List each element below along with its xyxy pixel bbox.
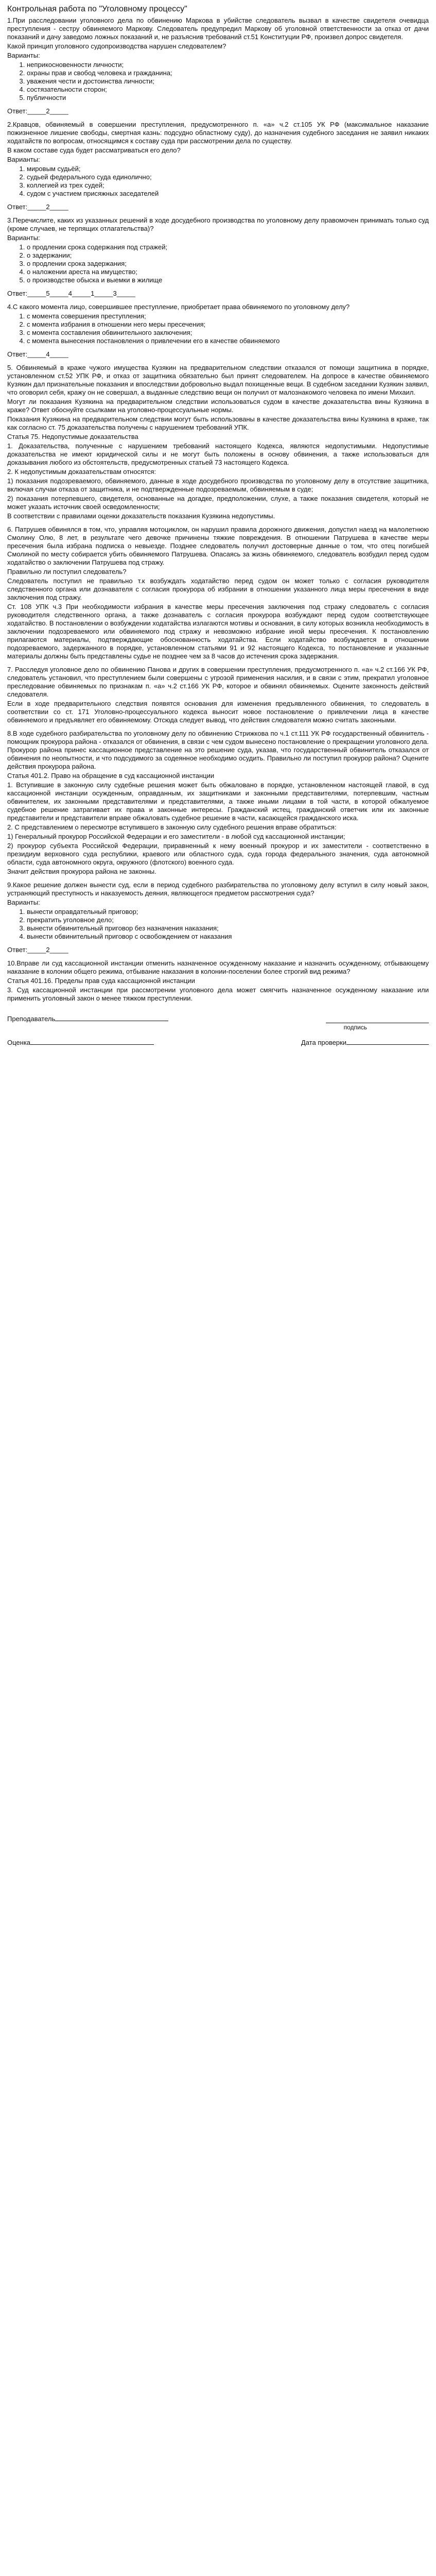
paragraph: Варианты: [7,156,40,163]
option-item: 2. прекратить уголовное дело; [27,916,429,924]
paragraph: 5. Обвиняемый в краже чужого имущества Кузякин на предварительном следствии отказался от помощи защитника в порядке, установленном ст.52 УПК РФ, и отказ от защитника обязательно был принят следователем. На допросе в качестве обвиняемого Кузякин дал признательные показания и впоследствии добровольно выдал похищенные вещи. В судебном заседании Кузякин заявил, что оговорил себя, кражу он не совершал, а выданные следствию вещи он получил от малознакомого человека по имени Михаил. [7,364,429,396]
paragraph: 8.В ходе судебного разбирательства по уголовному делу по обвинению Стрижкова по ч.1 ст.111 УК РФ государственный обвинитель - помощник прокурора района - отказался от обвинения, в связи с чем судом вынесено постановление о прекращении уголовного дела. Прокурор района принес кассационное представление на это решение суда, указав, что государственный обвинитель отказался от обвинения по неопытности, и что подсудимого за содеянное необходимо осудить. Правильно ли поступил прокурор района? Оцените действия прокурора района. [7,730,429,770]
paragraph: Следователь поступил не правильно т.к возбуждать ходатайство перед судом он может только с согласия руководителя следственного органа или дознавателя с согласия прокурора об избрании в отношении указанного лица меры пресечения в виде заключения под стражу. [7,577,429,601]
answer-line: Ответ:_____2_____ [7,946,68,954]
paragraph: Ст. 108 УПК ч.3 При необходимости избрания в качестве меры пресечения заключения под стражу следователь с согласия руководителя следственного органа, а также дознаватель с согласия прокурора возбуждают перед судом соответствующее ходатайство. В постановлении о возбуждении ходатайства излагаются мотивы и основания, в силу которых возникла необходимость в заключении подозреваемого или обвиняемого под стражу и невозможно избрание иной меры пресечения. К постановлению прилагаются материалы, подтверждающие обоснованность ходатайства. Если ходатайство возбуждается в отношении подозреваемого, задержанного в порядке, установленном статьями 91 и 92 настоящего Кодекса, то постановление и указанные материалы должны быть представлены судье не позднее чем за 8 часов до истечения срока задержания. [7,603,429,660]
paragraph: Варианты: [7,899,40,906]
paragraph: Правильно ли поступил следователь? [7,568,127,575]
questions-list [7,16,429,1003]
question-block [7,666,429,724]
option-item: 1. неприкосновенности личности; [27,61,429,69]
option-item: 2. с момента избрания в отношении него меры пресечения; [27,320,429,329]
signature-label: подпись [343,1024,367,1031]
question-block [7,730,429,876]
option-item: 5. публичности [27,94,429,102]
paragraph: Статья 75. Недопустимые доказательства [7,433,138,440]
options-list [7,312,429,345]
option-item: 2. охраны прав и свобод человека и гражданина; [27,69,429,77]
teacher-signature-row [7,1015,429,1023]
grade-label: Оценка [7,1039,31,1046]
option-item: 1. с момента совершения преступления; [27,312,429,320]
question-block [7,526,429,660]
paragraph: Показания Кузякина на предварительном следствии могут быть использованы в качестве доказательства вины Кузякина в краже, так как согласно ст. 75 доказательства получены с нарушением требований УПК. [7,415,429,431]
answer-line: Ответ:_____4_____ [7,350,68,358]
option-item: 4. состязательности сторон; [27,86,429,94]
option-item: 3. о продлении срока задержания; [27,260,429,268]
paragraph: 2) показания потерпевшего, свидетеля, основанные на догадке, предположении, слухе, а также показания свидетеля, который не может указать источник своей осведомленности; [7,495,429,511]
paragraph: Варианты: [7,234,40,242]
option-item: 4. вынести обвинительный приговор с освобождением от наказания [27,933,429,941]
question-block [7,364,429,520]
option-item: 3. уважения чести и достоинства личности; [27,77,429,86]
paragraph: Если в ходе предварительного следствия появятся основания для изменения предъявленного обвинения, то следователь в соответствии со ст. 171 Уголовно-процессуального кодекса выносит новое постановление о привлечении лица в качестве обвиняемого и предъявляет его обвиняемому. Отсюда следует вывод, что действия следователя можно считать законными. [7,700,429,724]
paragraph: Статья 401.2. Право на обращение в суд кассационной инстанции [7,772,215,779]
options-list [7,243,429,284]
paragraph: Варианты: [7,52,40,59]
option-item: 1. вынести оправдательный приговор; [27,908,429,916]
teacher-label: Преподаватель [7,1015,56,1023]
paragraph: 6. Патрушев обвинялся в том, что, управляя мотоциклом, он нарушил правила дорожного движения, допустил наезд на малолетнюю Смолину Олю, 8 лет, в результате чего девочке причинены тяжкие повреждения. В отношении Патрушева в качестве меры пресечения была избрана подписка о невыезде. Позднее следователь получил достоверные данные о том, что отец погибшей Смолиной по месту собирается убить обвиняемого Патрушева. Опасаясь за жизнь обвиняемого, следователь возбудил перед судом ходатайство о заключении Патрушева под стражу. [7,526,429,566]
document-title: Контрольная работа по "Уголовному процессу" [7,5,187,13]
question-block [7,303,429,359]
paragraph: Могут ли показания Кузякина на предварительном следствии использоваться судом в качестве доказательства вины Кузякина в краже? Ответ обоснуйте ссылками на уголовно-процессуальные нормы. [7,398,429,414]
paragraph: Статья 401.16. Пределы прав суда кассационной инстанции [7,977,195,985]
answer-line: Ответ:_____2_____ [7,203,68,211]
paragraph: 1) показания подозреваемого, обвиняемого, данные в ходе досудебного производства по уголовному делу в отсутствие защитника, включая случаи отказа от защитника, и не подтвержденные подозреваемым, обвиняемым в суде; [7,477,429,493]
answer-line: Ответ:_____5_____4_____1_____3_____ [7,290,135,297]
question-block [7,216,429,298]
option-item: 4. судом с участием присяжных заседателей [27,190,429,198]
paragraph: 10.Вправе ли суд кассационной инстанции отменить назначенное осужденному наказание и назначить осужденному, отбывающему наказание в колонии общего режима, отбывание наказания в колонии-поселении более строгий вид режима? [7,959,429,975]
option-item: 2. о задержании; [27,251,429,260]
option-item: 3. вынести обвинительный приговор без назначения наказания; [27,924,429,933]
option-item: 5. о производстве обыска и выемки в жилище [27,276,429,284]
paragraph: 3.Перечислите, каких из указанных решений в ходе досудебного производства по уголовному делу правомочен принимать только суд (кроме случаев, не терпящих отлагательства)? [7,216,429,232]
paragraph: Значит действия прокурора района не законны. [7,868,156,875]
paragraph: 2.Кравцов, обвиняемый в совершении преступления, предусмотренного п. «а» ч.2 ст.105 УК РФ (максимальное наказание пожизненное лишение свободы, смертная казнь: подсудно областному суду), до назначения судебного заседания не заявил никаких ходатайств по вопросам, относящимся к составу суда при рассмотрении дела по существу. [7,121,429,145]
paragraph: 7. Расследуя уголовное дело по обвинению Панова и других в совершении преступления, предусмотренного п. «а» ч.2 ст.166 УК РФ, следователь установил, что преступлением были совершены с угрозой применения насилия, и в связи с этим, прекратил уголовное преследование обвиняемых по признакам п. «а» ч.2 ст.166 УК РФ, которое и обвинял обвиняемых. Оцените законность действий следователя. [7,666,429,698]
option-item: 4. с момента вынесения постановления о привлечении его в качестве обвиняемого [27,337,429,345]
paragraph: 1) Генеральный прокурор Российской Федерации и его заместители - в любой суд кассационной инстанции; [7,833,345,840]
paragraph: 3. Суд кассационной инстанции при рассмотрении уголовного дела может смягчить назначенное осужденному наказание или применить уголовный закон о менее тяжком преступлении. [7,986,429,1002]
question-block [7,881,429,954]
paragraph: 4.С какого момента лицо, совершившее преступление, приобретает права обвиняемого по уголовному делу? [7,303,350,311]
paragraph: Какой принцип уголовного судопроизводства нарушен следователем? [7,42,226,50]
option-item: 2. судьей федерального суда единолично; [27,173,429,181]
options-list [7,908,429,941]
paragraph: 1. Вступившие в законную силу судебные решения может быть обжаловано в порядке, установленном настоящей главой, в суд кассационной инстанции осужденным, оправданным, их защитниками и законными представителями, потерпевшим, частным обвинителем, их законными представителями и представителями, а также иными лицами в той части, в которой обжалуемое судебное решение затрагивает их права и законные интересы. Гражданский истец, гражданский ответчик или их законные представители и представители вправе обжаловать судебное решение в части, касающейся гражданского иска. [7,781,429,822]
date-label: Дата проверки [301,1039,346,1046]
question-block [7,16,429,115]
paragraph: В каком составе суда будет рассматриваться его дело? [7,146,181,154]
paragraph: 1. Доказательства, полученные с нарушением требований настоящего Кодекса, являются недопустимыми. Недопустимые доказательства не имеют юридической силы и не могут быть положены в основу обвинения, а также использоваться для доказывания любого из обстоятельств, предусмотренных статьей 73 настоящего Кодекса. [7,442,429,466]
paragraph: 2. С представлением о пересмотре вступившего в законную силу судебного решения вправе обратиться: [7,823,337,831]
grade-row [7,1039,429,1047]
options-list [7,165,429,198]
paragraph: 2. К недопустимым доказательствам относятся: [7,468,156,476]
question-block [7,121,429,211]
option-item: 4. о наложении ареста на имущество; [27,268,429,276]
options-list [7,61,429,102]
question-block [7,959,429,1003]
paragraph: 9.Какое решение должен вынести суд, если в период судебного разбирательства по уголовному делу вступил в силу новый закон, устраняющий преступность и наказуемость деяния, являющегося предметом рассмотрения суда? [7,881,429,897]
paragraph: 2) прокурор субъекта Российской Федерации, приравненный к нему военный прокурор и их заместители - соответственно в президиум верховного суда республики, краевого или областного суда, суда города федерального значения, суда автономной области, суда автономного округа, окружного (флотского) военного суда. [7,842,429,866]
paragraph: 1.При расследовании уголовного дела по обвинению Маркова в убийстве следователь вызвал в качестве свидетеля очевидца преступления - сестру обвиняемого Маркову. Следователь предупредил Маркову об уголовной ответственности за отказ от дачи показаний и дачу заведомо ложных показаний и, не разъяснив требований ст.51 Конституции РФ, произвел допрос свидетеля. [7,16,429,41]
answer-line: Ответ:_____2_____ [7,107,68,115]
option-item: 1. о продлении срока содержания под стражей; [27,243,429,251]
option-item: 3. с момента составления обвинительного заключения; [27,329,429,337]
paragraph: В соответствии с правилами оценки доказательств показания Кузякина недопустимы. [7,512,275,520]
option-item: 1. мировым судьёй; [27,165,429,173]
option-item: 3. коллегией из трех судей; [27,181,429,190]
